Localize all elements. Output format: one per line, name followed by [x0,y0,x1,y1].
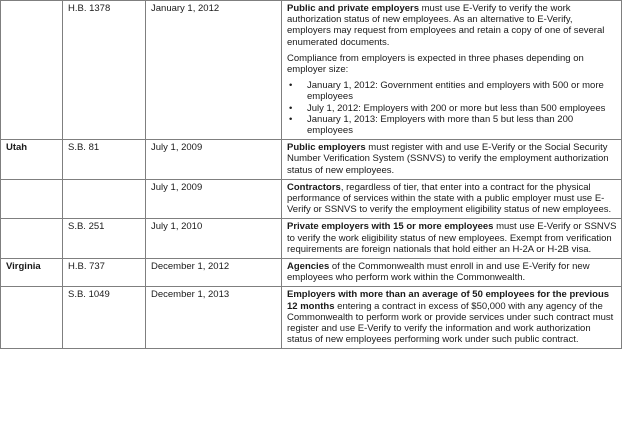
requirement-text: must use E-Verify or SSNVS to verify the work eligibility status of new employees. Exempt from verification requirements are foreign nationals that hold either an H-2A or H-2B visa. [287,221,617,255]
requirement-cell [282,219,622,259]
effective-date-cell: December 1, 2013 [146,287,282,349]
requirement-cell [282,259,622,287]
bill-cell: S.B. 251 [63,219,146,259]
requirement-lead: Public employers [287,142,366,154]
state-cell: Utah [1,140,63,180]
requirement-cell [282,140,622,180]
table-row [1,287,622,349]
state-cell [1,219,63,259]
requirement-text: entering a contract in excess of $50,000 with any agency of the Commonwealth to perform work or provide services under such contract must register and use E-Verify to verify the information and work authorization status of new employees performing work under such public contract. [287,300,614,346]
table-row [1,179,622,219]
requirement-text: , regardless of tier, that enter into a contract for the physical performance of services within the state with a public employer must use E-Verify or SSNVS to verify the employment eligibility status of new employees. [287,181,612,216]
requirement-lead: Employers with more than an average of 50 employees for the previous 12 months [287,289,610,312]
bill-cell: H.B. 1378 [63,1,146,140]
state-cell [1,179,63,219]
table-row [1,259,622,287]
requirement-lead: Contractors [287,181,341,193]
requirement-cell [282,179,622,219]
requirement-cell [282,287,622,349]
state-cell [1,1,63,140]
table-row [1,1,622,140]
state-cell: Virginia [1,259,63,287]
bill-cell: S.B. 81 [63,140,146,180]
state-cell [1,287,63,349]
requirement-text: must register with and use E-Verify or the Social Security Number Verification System (SSNVS) to verify the employment authorization status of new employees. [287,142,609,176]
requirement-lead: Private employers with 15 or more employees [287,221,494,233]
effective-date-cell: January 1, 2012 [146,1,282,140]
effective-date-cell: July 1, 2010 [146,219,282,259]
bill-cell: H.B. 737 [63,259,146,287]
effective-date-cell: December 1, 2012 [146,259,282,287]
phase-item: • January 1, 2013: Employers with more than 5 but less than 200 employees [287,114,617,136]
phase-item: • January 1, 2012: Government entities and employers with 500 or more employees [287,80,617,102]
phase-item: • July 1, 2012: Employers with 200 or more but less than 500 employees [287,103,617,114]
requirement-lead: Agencies [287,261,330,273]
effective-date-cell: July 1, 2009 [146,179,282,219]
table-row [1,140,622,180]
bill-cell [63,179,146,219]
phase-list [287,80,617,136]
requirement-cell [282,1,622,140]
requirement-lead: Public and private employers [287,3,419,14]
phase-intro: Compliance from employers is expected in three phases depending on employer size: [287,52,584,76]
requirement-text: of the Commonwealth must enroll in and use E-Verify for new employees who perform work within the Commonwealth. [287,261,590,284]
requirement-paragraph [287,3,617,48]
bill-cell: S.B. 1049 [63,287,146,349]
effective-date-cell: July 1, 2009 [146,140,282,180]
table-row [1,219,622,259]
requirement-text: must use E-Verify to verify the work authorization status of new employees. As an alternative to E-Verify, employers may request from employees and retain a copy of one of several enumerated documents. [287,3,605,48]
